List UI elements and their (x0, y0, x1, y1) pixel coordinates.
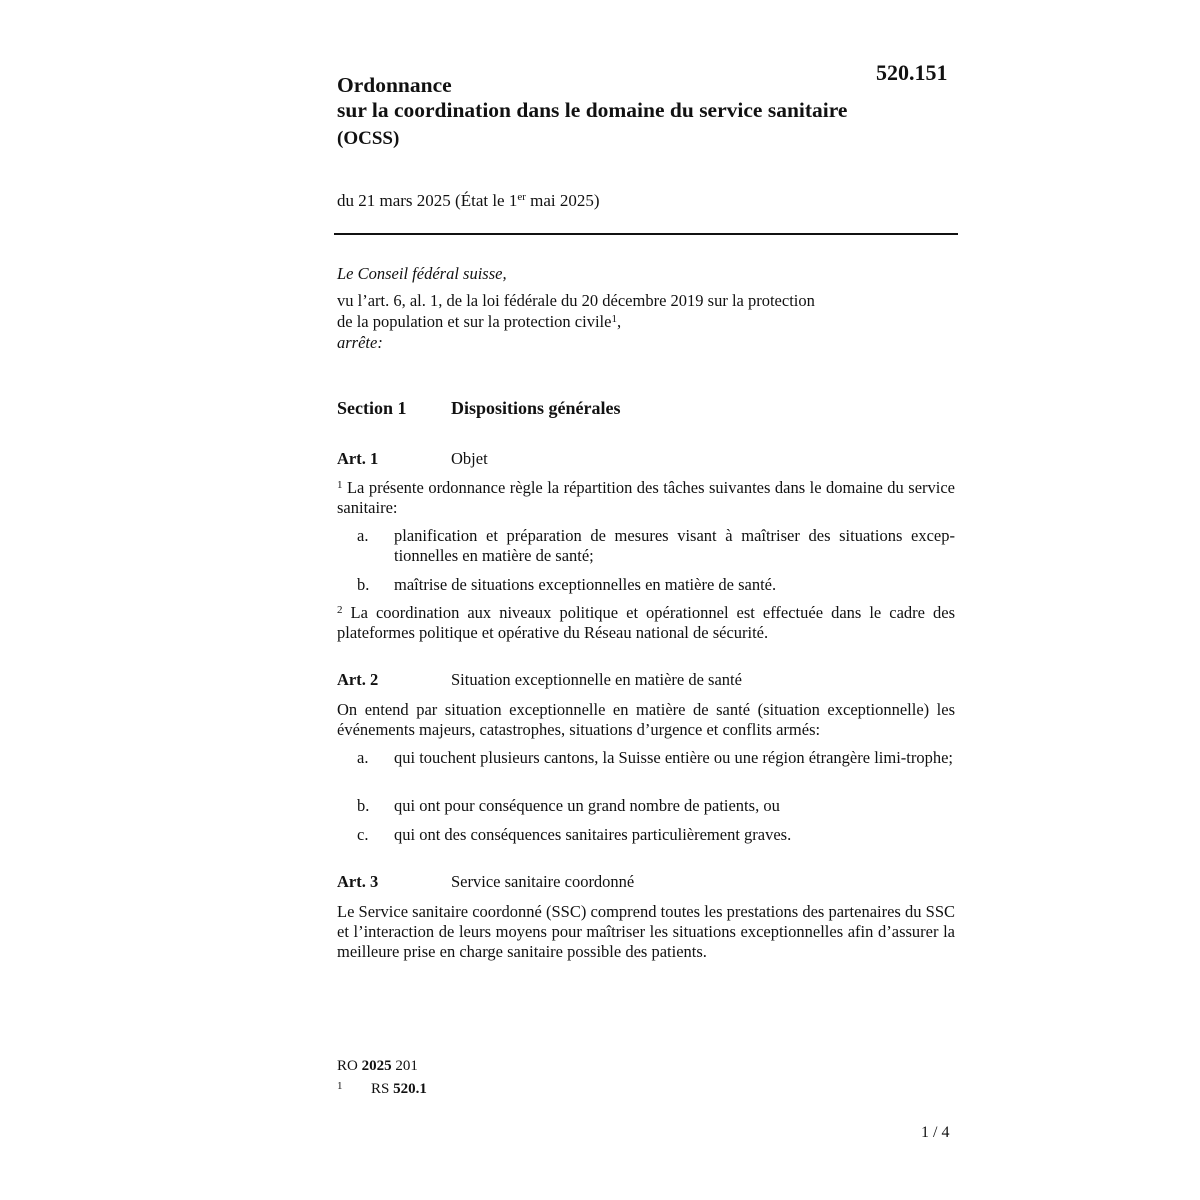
document-title (337, 73, 957, 151)
list-item: a. planification et préparation de mesures visant à maîtriser des situations excep-tionnelles en matière de santé; (357, 526, 955, 565)
preamble-decree: arrête: (337, 333, 383, 352)
title-abbreviation: (OCSS) (337, 128, 400, 149)
article-3-heading: Art. 3 Service sanitaire coordonné (337, 872, 635, 891)
footnote-1: 1 RS 520.1 (337, 1080, 427, 1097)
article-3-text: Le Service sanitaire coordonné (SSC) comprend toutes les prestations des partenaires du SSC et l’interaction de leurs moyens pour maîtriser les situations exceptionnelles afin d’assurer la meilleure prise en charge sanitaire possible des patients. (337, 902, 955, 961)
date-line: du 21 mars 2025 (État le 1er mai 2025) (337, 191, 600, 210)
list-item: c. qui ont des conséquences sanitaires particulièrement graves. (357, 825, 792, 844)
list-item: a. qui touchent plusieurs cantons, la Suisse entière ou une région étrangère limi-trophe; (357, 748, 954, 767)
title-line-2: sur la coordination dans le domaine du service sanitaire (337, 98, 848, 122)
preamble (337, 263, 957, 353)
article-1-heading: Art. 1 Objet (337, 449, 488, 468)
title-line-1: Ordonnance (337, 73, 452, 97)
footnote-reference[interactable]: 1 (611, 313, 617, 325)
article-2-intro: On entend par situation exceptionnelle en matière de santé (situation exceptionnelle) les événements majeurs, catastrophes, situations d’urgence et conflits armés: (337, 700, 955, 739)
rs-number: 520.151 (876, 60, 948, 85)
preamble-authority: Le Conseil fédéral suisse, (337, 264, 507, 283)
page-number: 1 / 4 (921, 1124, 950, 1141)
article-2-heading: Art. 2 Situation exceptionnelle en matière de santé (337, 670, 742, 689)
preamble-basis: vu l’art. 6, al. 1, de la loi fédérale du 20 décembre 2019 sur la protection de la population et sur la protection civile$^1$, (337, 291, 815, 331)
header-divider (334, 233, 958, 235)
ro-reference: RO 2025 201 (337, 1058, 418, 1074)
article-1-paragraph-1: $^1$ La présente ordonnance règle la répartition des tâches suivantes dans le domaine du service sanitaire: (337, 478, 955, 517)
section-heading: Section 1 Dispositions générales (337, 398, 621, 418)
list-item: b. qui ont pour conséquence un grand nombre de patients, ou (357, 796, 780, 815)
list-item: b. maîtrise de situations exceptionnelles en matière de santé. (357, 575, 777, 594)
article-1-paragraph-2: $^2$ La coordination aux niveaux politique et opérationnel est effectuée dans le cadre des plateformes politique et opérative du Réseau national de sécurité. (337, 603, 955, 642)
